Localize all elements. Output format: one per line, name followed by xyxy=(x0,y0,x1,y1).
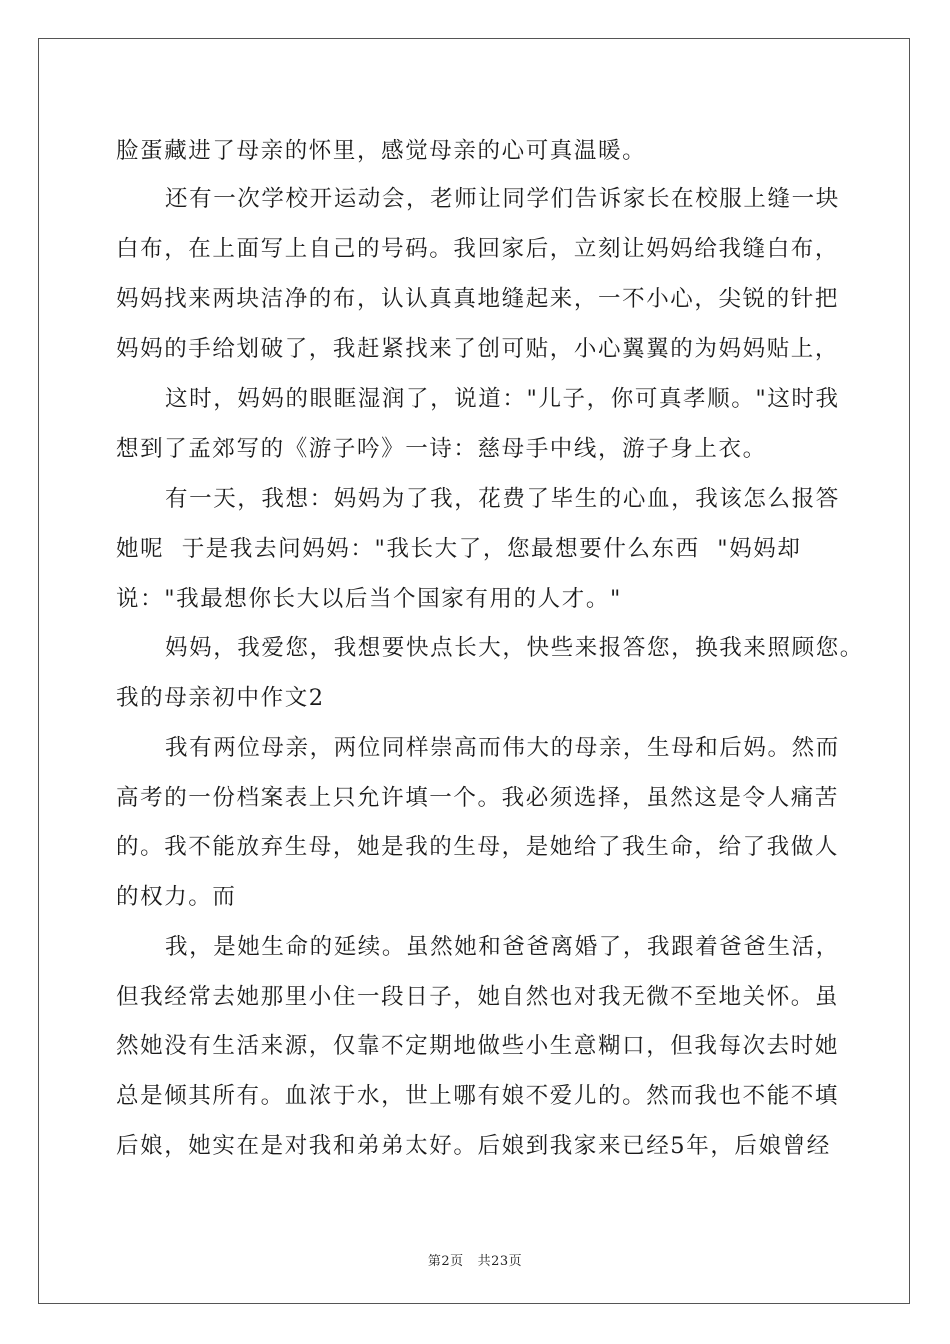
text-line: 这时，妈妈的眼眶湿润了，说道："儿子，你可真孝顺。"这时我 xyxy=(165,386,840,412)
text-line: 妈妈，我爱您，我想要快点长大，快些来报答您，换我来照顾您。 xyxy=(165,635,864,661)
text-line: 妈妈的手给划破了，我赶紧找来了创可贴，小心翼翼的为妈妈贴上， xyxy=(116,336,840,362)
text-line: 但我经常去她那里小住一段日子，她自然也对我无微不至地关怀。虽 xyxy=(116,984,840,1010)
text-line: 然她没有生活来源，仅靠不定期地做些小生意糊口，但我每次去时她 xyxy=(116,1033,840,1059)
text-line: 总是倾其所有。血浓于水，世上哪有娘不爱儿的。然而我也不能不填 xyxy=(116,1083,840,1109)
text-line: 还有一次学校开运动会，老师让同学们告诉家长在校服上缝一块 xyxy=(165,186,840,212)
section-heading: 我的母亲初中作文2 xyxy=(116,685,325,711)
page-total: 共23页 xyxy=(477,1254,523,1269)
text-line: 有一天，我想：妈妈为了我，花费了毕生的心血，我该怎么报答 xyxy=(165,486,840,512)
page-border xyxy=(38,38,910,1304)
text-line: 我有两位母亲，两位同样崇高而伟大的母亲，生母和后妈。然而 xyxy=(165,735,840,761)
text-line: 的权力。而 xyxy=(116,884,237,910)
text-line: 高考的一份档案表上只允许填一个。我必须选择，虽然这是令人痛苦 xyxy=(116,785,840,811)
text-line: 白布，在上面写上自己的号码。我回家后，立刻让妈妈给我缝白布， xyxy=(116,236,840,262)
text-line: 妈妈找来两块洁净的布，认认真真地缝起来，一不小心，尖锐的针把 xyxy=(116,286,840,312)
text-line: 她呢 于是我去问妈妈："我长大了，您最想要什么东西 "妈妈却 xyxy=(116,536,802,562)
text-line: 我，是她生命的延续。虽然她和爸爸离婚了，我跟着爸爸生活， xyxy=(165,934,840,960)
text-line: 脸蛋藏进了母亲的怀里，感觉母亲的心可真温暖。 xyxy=(116,138,647,164)
page-number: 第2页 xyxy=(427,1254,464,1269)
page-footer xyxy=(0,1250,950,1269)
text-line: 说："我最想你长大以后当个国家有用的人才。" xyxy=(116,586,622,612)
text-line: 后娘，她实在是对我和弟弟太好。后娘到我家来已经5年，后娘曾经 xyxy=(116,1133,831,1159)
text-line: 的。我不能放弃生母，她是我的生母，是她给了我生命，给了我做人 xyxy=(116,834,840,860)
text-line: 想到了孟郊写的《游子吟》一诗：慈母手中线，游子身上衣。 xyxy=(116,436,767,462)
